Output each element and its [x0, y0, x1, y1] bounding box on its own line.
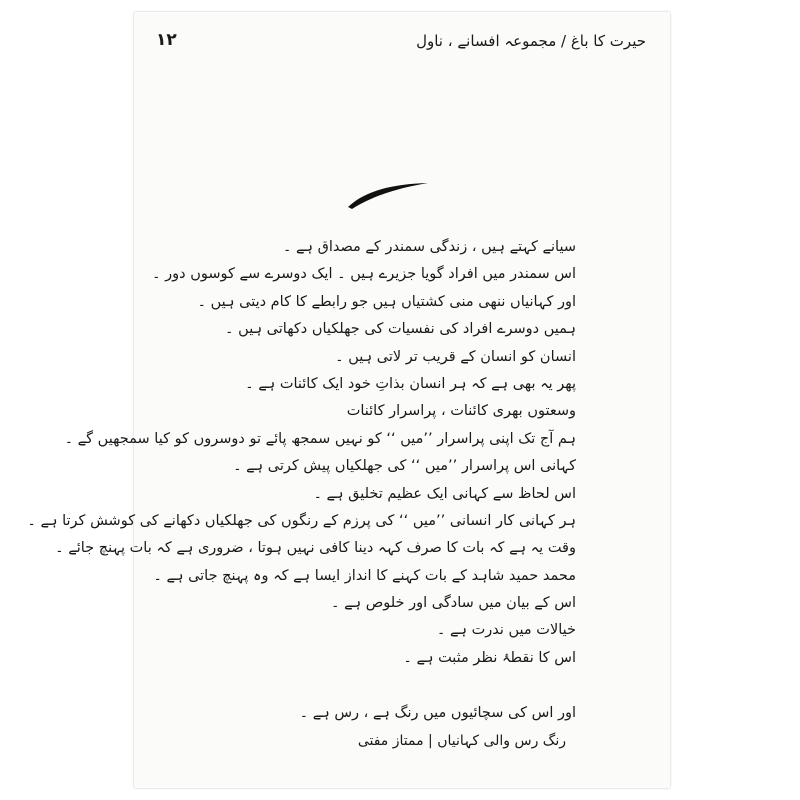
- book-page: [27, 12, 670, 788]
- text-line: اور کہانیاں ننھی منی کشتیاں ہیں جو رابطے کا کام دیتی ہیں ۔: [197, 293, 576, 310]
- decorative-swash-icon: [346, 180, 430, 210]
- text-line: اس لحاظ سے کہانی ایک عظیم تخلیق ہے ۔: [313, 485, 576, 502]
- text-line: خیالات میں ندرت ہے ۔: [436, 622, 576, 639]
- text-line: انسان کو انسان کے قریب تر لاتی ہیں ۔: [335, 348, 576, 365]
- text-line: [136, 672, 576, 699]
- text-line: وسعتوں بھری کائنات ، پراسرار کائنات: [346, 403, 576, 420]
- text-line: محمد حمید شاہد کے بات کہنے کا انداز ایسا ہے کہ وہ پہنچ جاتی ہے ۔: [153, 567, 576, 584]
- text-line: اس سمندر میں افراد گویا جزیرے ہیں ۔ ایک دوسرے سے کوسوں دور ۔: [152, 266, 576, 283]
- running-header: حیرت کا باغ / مجموعہ افسانے ، ناول: [416, 32, 646, 50]
- text-line: اس کے بیان میں سادگی اور خلوص ہے ۔: [331, 595, 576, 612]
- body-text: [27, 234, 576, 727]
- page-number: ١٢: [156, 30, 177, 50]
- text-line: وقت یہ ہے کہ بات کا صرف کہہ دینا کافی نہیں ہوتا ، ضروری ہے کہ بات پہنچ جائے ۔: [55, 540, 576, 557]
- text-line: ہر کہانی کار انسانی ’’میں ‘‘ کی پرزم کے رنگوں کی جھلکیاں دکھانے کی کوشش کرتا ہے ۔: [27, 512, 576, 529]
- text-line: پھر یہ بھی ہے کہ ہر انسان بذاتِ خود ایک کائنات ہے ۔: [245, 375, 576, 392]
- text-line: ہمیں دوسرے افراد کی نفسیات کی جھلکیاں دکھاتی ہیں ۔: [225, 321, 576, 338]
- text-line: سیانے کہتے ہیں ، زندگی سمندر کے مصداق ہے ۔: [282, 239, 576, 255]
- text-line: اس کا نقطۂ نظر مثبت ہے ۔: [403, 649, 576, 666]
- text-line: اور اس کی سچائیوں میں رنگ ہے ، رس ہے ۔: [299, 704, 576, 721]
- text-line: کہانی اس پراسرار ’’میں ‘‘ کی جھلکیاں پیش کرتی ہے ۔: [233, 458, 576, 475]
- footer-attribution: رنگ رس والی کہانیاں | ممتاز مفتی: [357, 733, 566, 749]
- text-line: ہم آج تک اپنی پراسرار ’’میں ‘‘ کو نہیں سمجھ پائے تو دوسروں کو کیا سمجھیں گے ۔: [64, 430, 576, 447]
